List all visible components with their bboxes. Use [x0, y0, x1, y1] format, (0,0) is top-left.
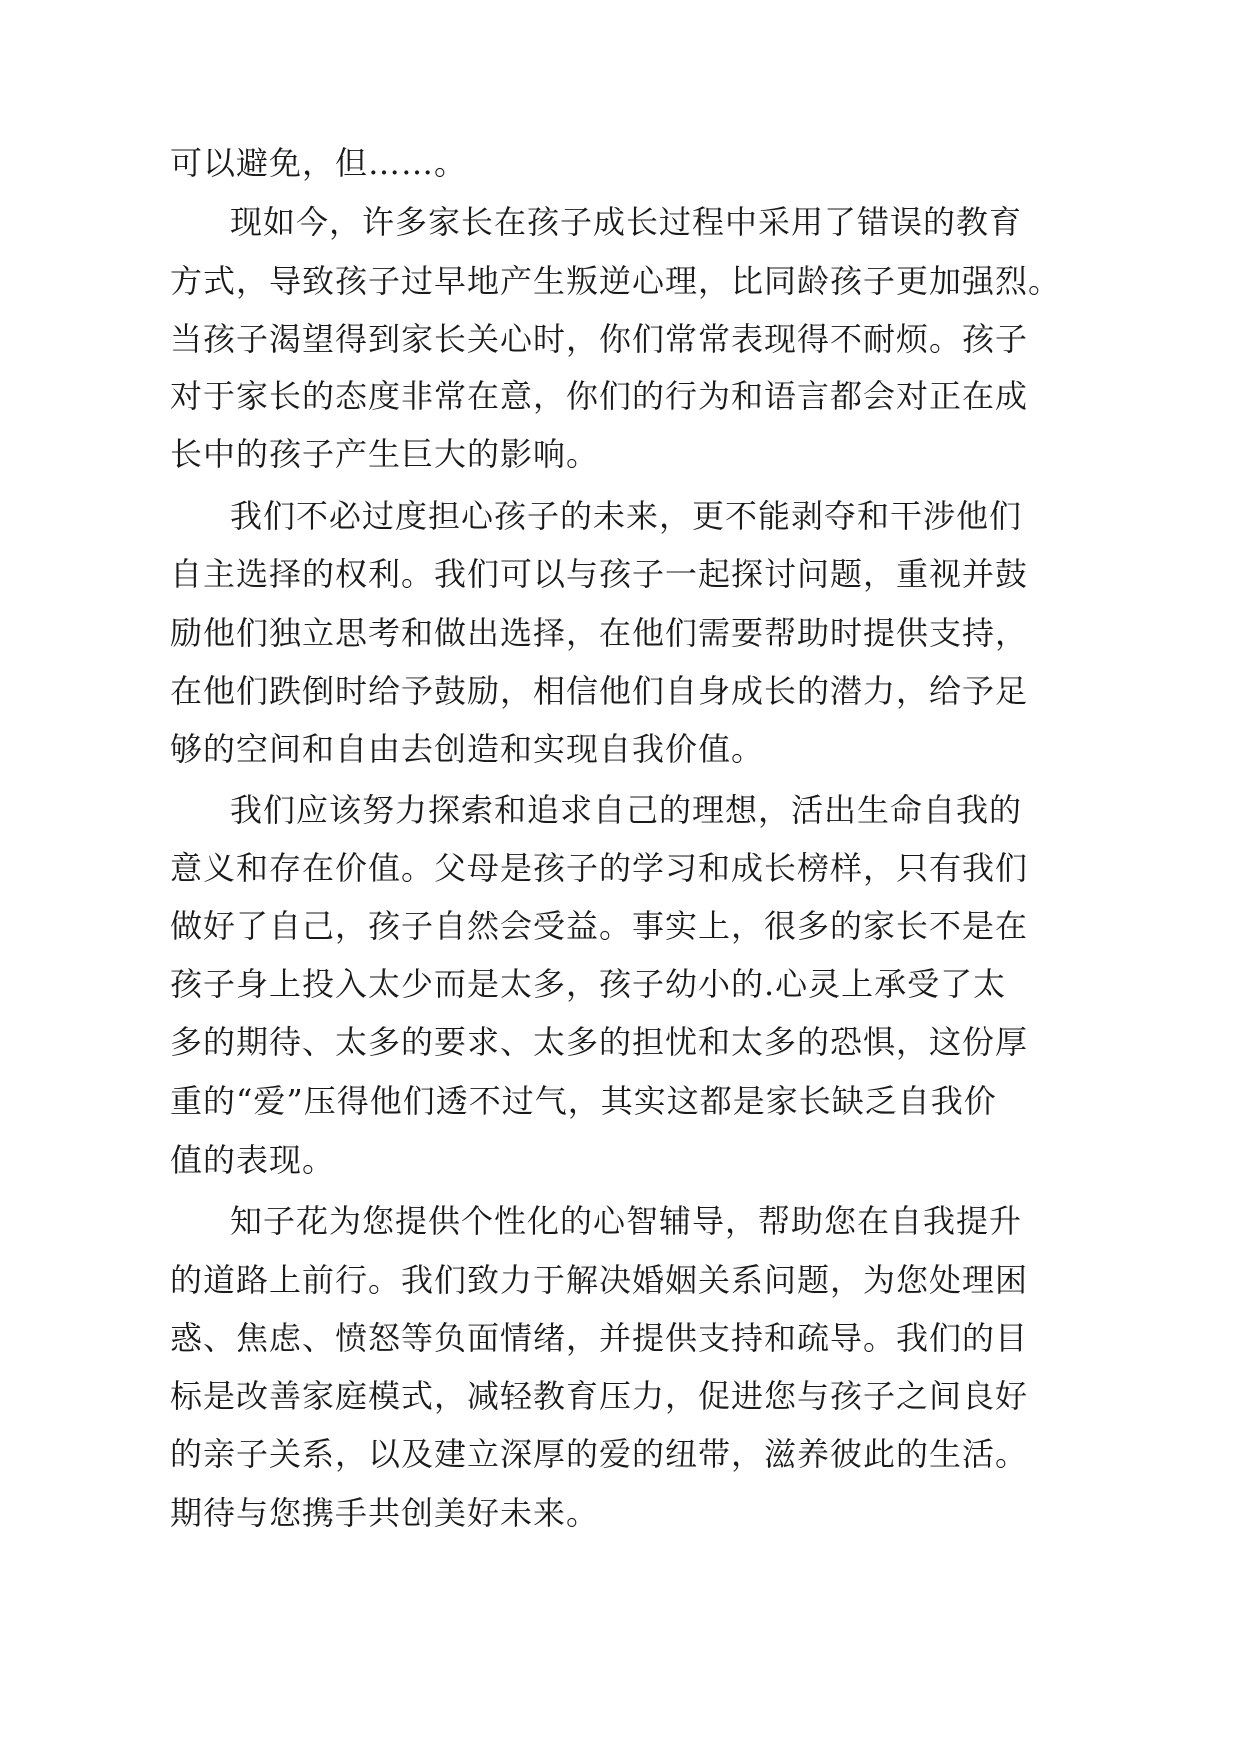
text-line: 知子花为您提供个性化的心智辅导，帮助您在自我提升: [230, 1202, 1023, 1240]
text-line: 励他们独立思考和做出选择，在他们需要帮助时提供支持，: [170, 614, 1029, 652]
text-line: 自主选择的权利。我们可以与孩子一起探讨问题，重视并鼓: [170, 555, 1029, 593]
text-line: 做好了自己，孩子自然会受益。事实上，很多的家长不是在: [170, 907, 1029, 945]
text-line: 意义和存在价值。父母是孩子的学习和成长榜样，只有我们: [170, 849, 1029, 887]
text-line: 惑、焦虑、愤怒等负面情绪，并提供支持和疏导。我们的目: [170, 1319, 1029, 1357]
text-line: 够的空间和自由去创造和实现自我价值。: [170, 730, 765, 768]
text-line: 的亲子关系，以及建立深厚的爱的纽带，滋养彼此的生活。: [170, 1435, 1029, 1473]
text-line: 我们不必过度担心孩子的未来，更不能剥夺和干涉他们: [230, 497, 1023, 535]
text-line: 标是改善家庭模式，减轻教育压力，促进您与孩子之间良好: [170, 1377, 1029, 1415]
text-line: 多的期待、太多的要求、太多的担忧和太多的恐惧，这份厚: [170, 1023, 1029, 1061]
text-line: 方式，导致孩子过早地产生叛逆心理，比同龄孩子更加强烈。: [170, 262, 1062, 300]
text-line: 当孩子渴望得到家长关心时，你们常常表现得不耐烦。孩子: [170, 320, 1029, 358]
text-line: 现如今，许多家长在孩子成长过程中采用了错误的教育: [230, 203, 1023, 241]
text-line: 重的“爱”压得他们透不过气，其实这都是家长缺乏自我价: [170, 1082, 997, 1120]
text-line: 值的表现。: [170, 1141, 336, 1179]
text-line: 可以避免，但……。: [170, 144, 468, 182]
text-line: 孩子身上投入太少而是太多，孩子幼小的.心灵上承受了太: [170, 965, 1007, 1003]
text-line: 我们应该努力探索和追求自己的理想，活出生命自我的: [230, 791, 1023, 829]
text-line: 在他们跌倒时给予鼓励，相信他们自身成长的潜力，给予足: [170, 672, 1029, 710]
text-line: 对于家长的态度非常在意，你们的行为和语言都会对正在成: [170, 377, 1029, 415]
text-line: 期待与您携手共创美好未来。: [170, 1494, 600, 1532]
text-line: 长中的孩子产生巨大的影响。: [170, 435, 600, 473]
text-line: 的道路上前行。我们致力于解决婚姻关系问题，为您处理困: [170, 1261, 1029, 1299]
